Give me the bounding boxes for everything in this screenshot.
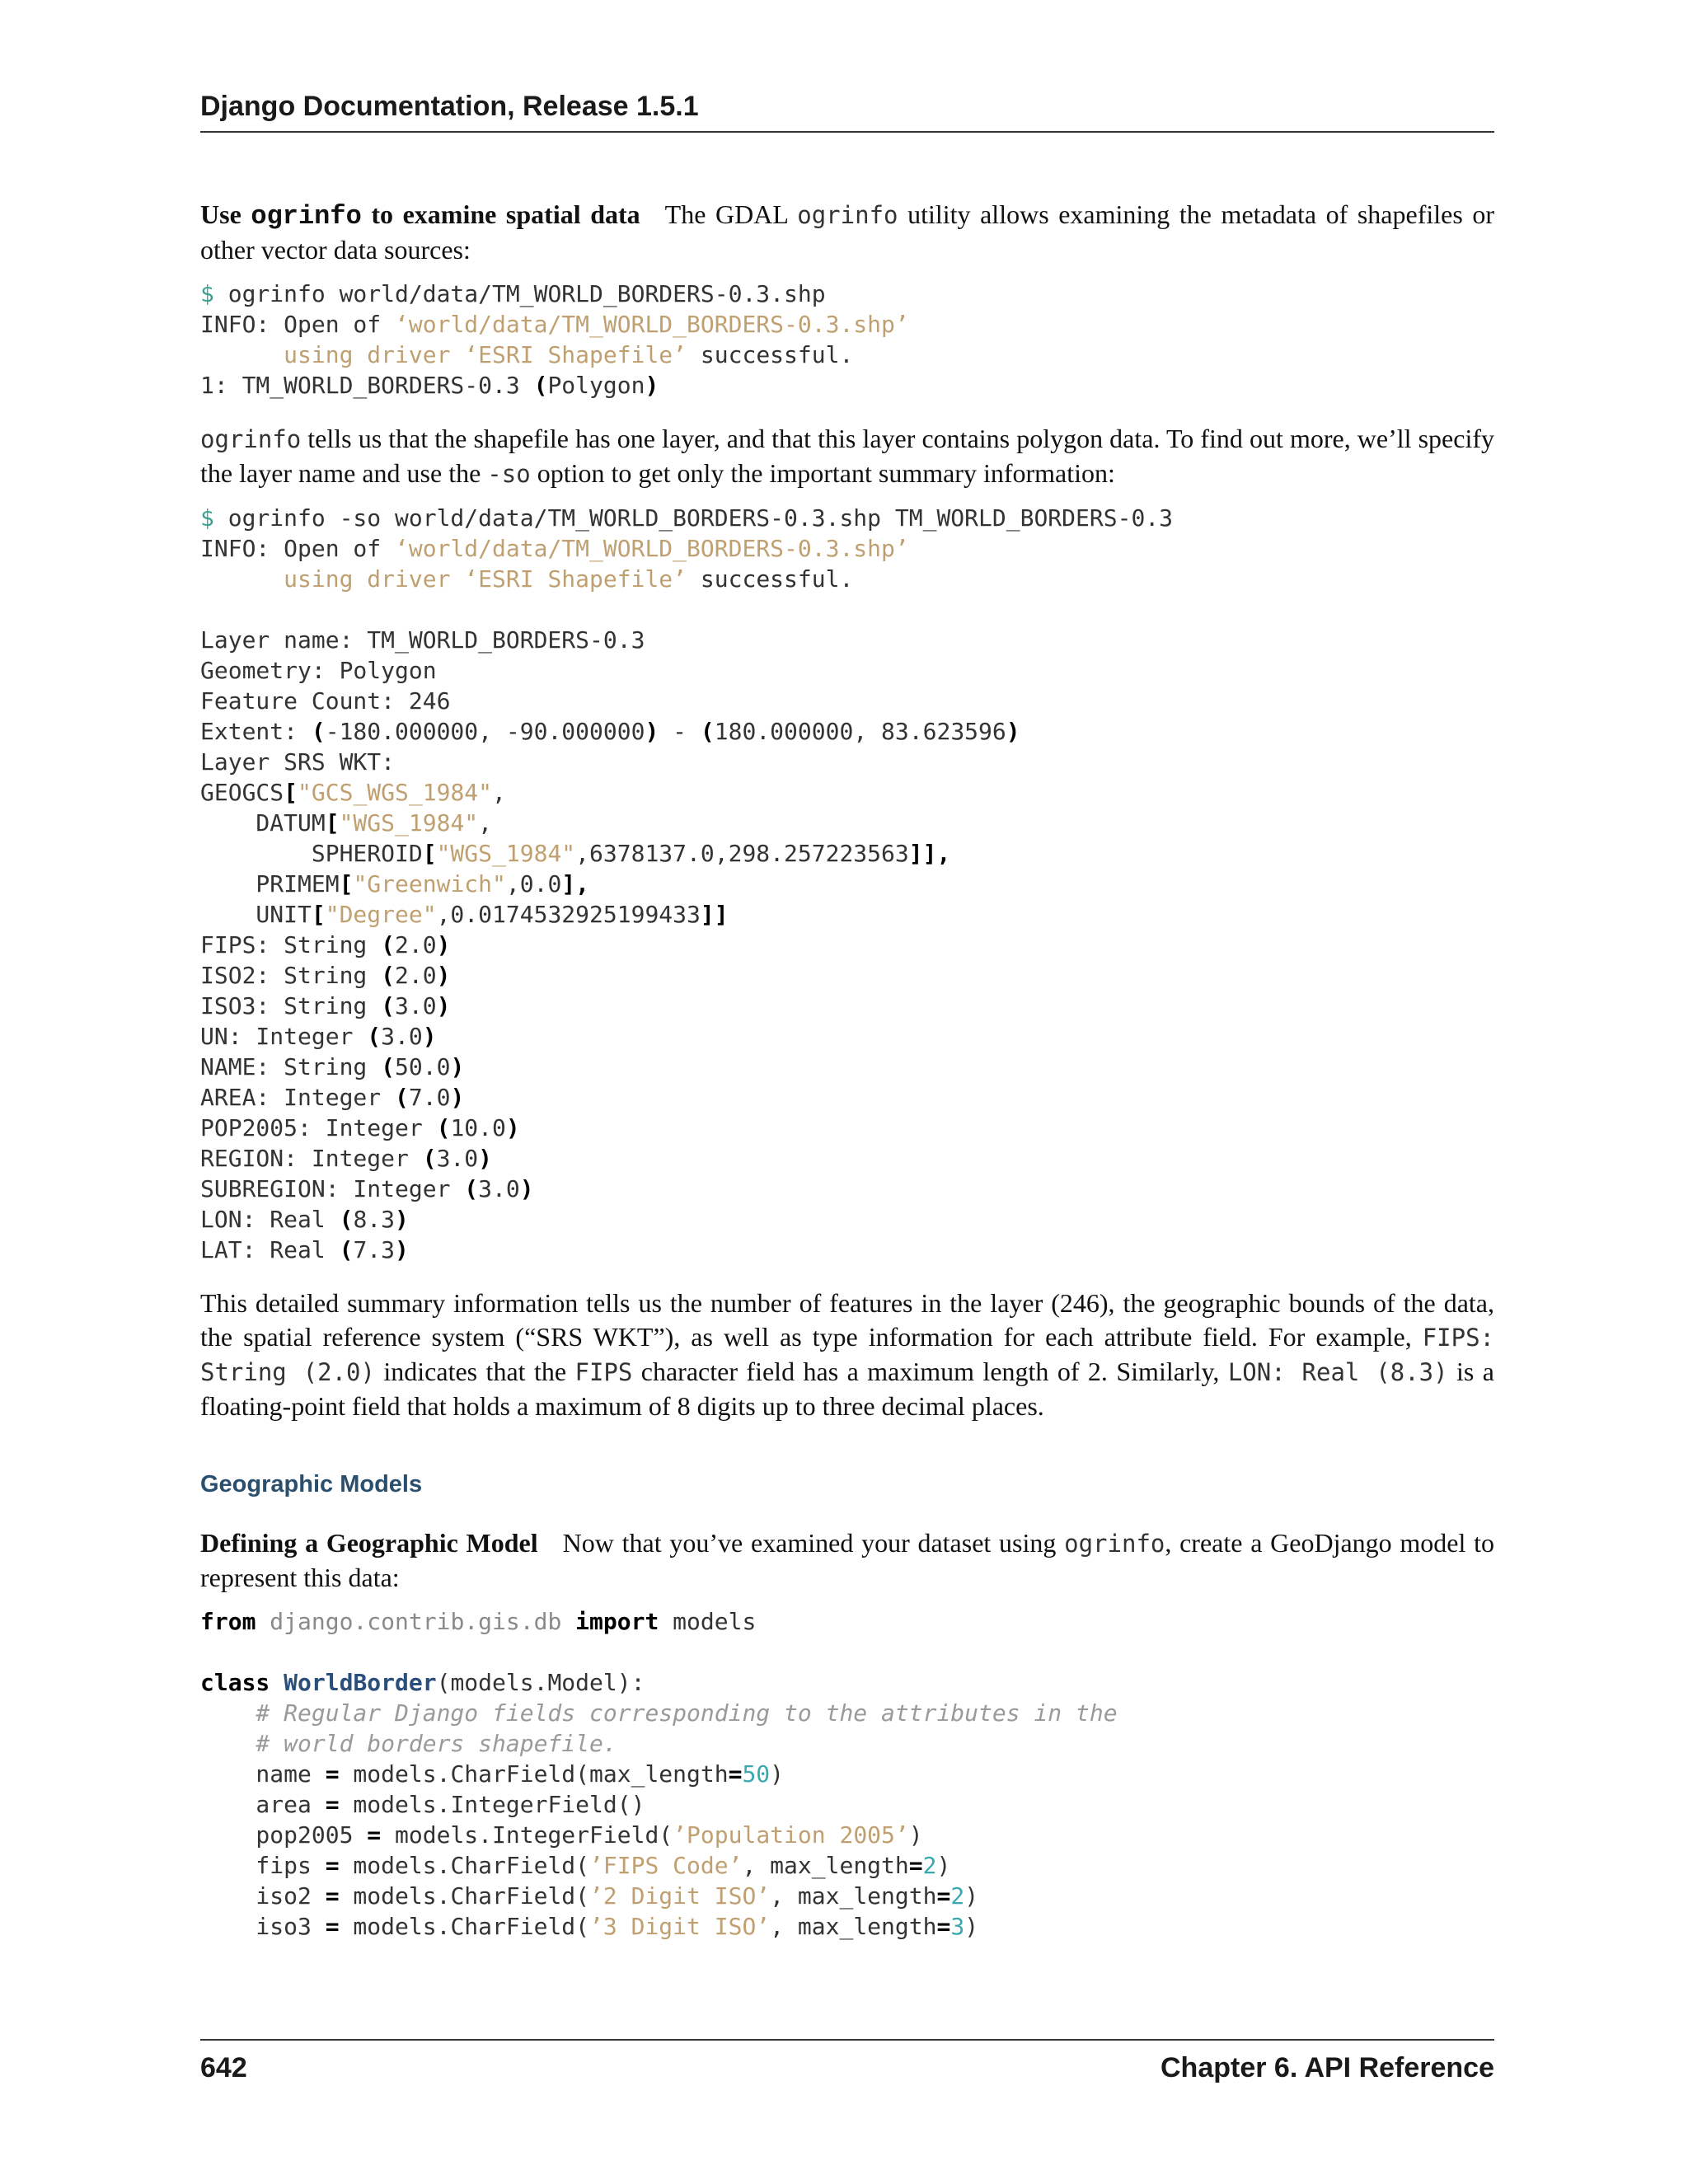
- paragraph-heading: Use ogrinfo to examine spatial data: [200, 199, 640, 232]
- field-line: ISO3: String (3.0): [200, 992, 451, 1019]
- field-line: AREA: Integer (7.0): [200, 1084, 465, 1111]
- inline-code: ogrinfo: [200, 425, 302, 453]
- chapter-title: Chapter 6. API Reference: [1160, 2052, 1494, 2083]
- ogrinfo-intro-paragraph: Use ogrinfo to examine spatial data The GDAL ogrinfo utility allows examining the metadata of shapefiles or other vector data sources:: [200, 199, 1495, 265]
- inline-code: -so: [487, 460, 531, 488]
- field-line: REGION: Integer (3.0): [200, 1145, 493, 1172]
- inline-code: FIPS: String (2.0): [200, 1324, 1494, 1386]
- field-line: POP2005: Integer (10.0): [200, 1114, 520, 1141]
- code-block-worldborder-model: from django.contrib.gis.db import models class WorldBorder(models.Model): # Regular Django fields corresponding to the attributes in the # world borders shapefile. name = models.CharField(max_length=50) area = models.IntegerField() pop2005 = models.IntegerField(’Population 2005’) fips = models.CharField(’FIPS Code’, max_length=2) iso2 = models.CharField(’2 Digit ISO’, max_length=2) iso3 = models.CharField(’3 Digit ISO’, max_length=3): [200, 1608, 1118, 1940]
- code-block-ogrinfo-summary: $ ogrinfo -so world/data/TM_WORLD_BORDERS-0.3.shp TM_WORLD_BORDERS-0.3 INFO: Open of ‘world/data/TM_WORLD_BORDERS-0.3.shp’ using driver ‘ESRI Shapefile’ successful. Layer name: TM_WORLD_BORDERS-0.3 Geometry: Polygon Feature Count: 246 Extent: (-180.000000, -90.000000) - (180.000000, 83.623596) Layer SRS WKT: GEOGCS["GCS_WGS_1984", DATUM["WGS_1984", SPHEROID["WGS_1984",6378137.0,298.257223563]], PRIMEM["Greenwich",0.0], UNIT["Degree",0.0174532925199433]] FIPS: String (2.0) ISO2: String (2.0) ISO3: String (3.0) UN: Integer (3.0) NAME: String (50.0) AREA: Integer (7.0) POP2005: Integer (10.0) REGION: Integer (3.0) SUBREGION: Integer (3.0) LON: Real (8.3) LAT: Real (7.3): [200, 504, 1174, 1263]
- running-header: [200, 91, 1494, 133]
- inline-code: FIPS: [574, 1358, 633, 1386]
- layer-explanation-paragraph: ogrinfo tells us that the shapefile has one layer, and that this layer contains polygon data. To find out more, we’ll specify the layer name and use the -so option to get only the important summary information:: [200, 424, 1494, 488]
- section-heading-geographic-models: Geographic Models: [200, 1471, 423, 1497]
- field-line: ISO2: String (2.0): [200, 962, 451, 989]
- field-line: UN: Integer (3.0): [200, 1023, 437, 1050]
- summary-explanation-paragraph: This detailed summary information tells us the number of features in the layer (246), the geographic bounds of the data, the spatial reference system (“SRS WKT”), as well as type information for each attribute field. For example, FIPS: String (2.0) indicates that the FIPS character field has a maximum length of 2. Similarly, LON: Real (8.3) is a floating-point field that holds a maximum of 8 digits up to three decimal places.: [200, 1288, 1495, 1421]
- header-title: Django Documentation, Release 1.5.1: [200, 91, 699, 122]
- page-number: 642: [200, 2052, 247, 2083]
- field-line: NAME: String (50.0): [200, 1053, 465, 1080]
- field-line: LON: Real (8.3): [200, 1206, 409, 1233]
- inline-code: ogrinfo: [1064, 1530, 1165, 1558]
- inline-code: ogrinfo: [797, 201, 898, 229]
- field-line: SUBREGION: Integer (3.0): [200, 1175, 534, 1202]
- running-footer: [200, 2039, 1494, 2084]
- page-content: [200, 198, 1494, 1963]
- paragraph-heading: Defining a Geographic Model: [200, 1528, 538, 1558]
- code-block-ogrinfo: $ ogrinfo world/data/TM_WORLD_BORDERS-0.3.shp INFO: Open of ‘world/data/TM_WORLD_BORDERS-0.3.shp’ using driver ‘ESRI Shapefile’ successful. 1: TM_WORLD_BORDERS-0.3 (Polygon): [200, 280, 909, 399]
- defining-model-paragraph: Defining a Geographic Model Now that you’ve examined your dataset using ogrinfo, create a GeoDjango model to represent this data:: [200, 1528, 1495, 1592]
- inline-code: LON: Real (8.3): [1227, 1358, 1448, 1386]
- field-line: FIPS: String (2.0): [200, 931, 451, 958]
- field-line: LAT: Real (7.3): [200, 1236, 409, 1263]
